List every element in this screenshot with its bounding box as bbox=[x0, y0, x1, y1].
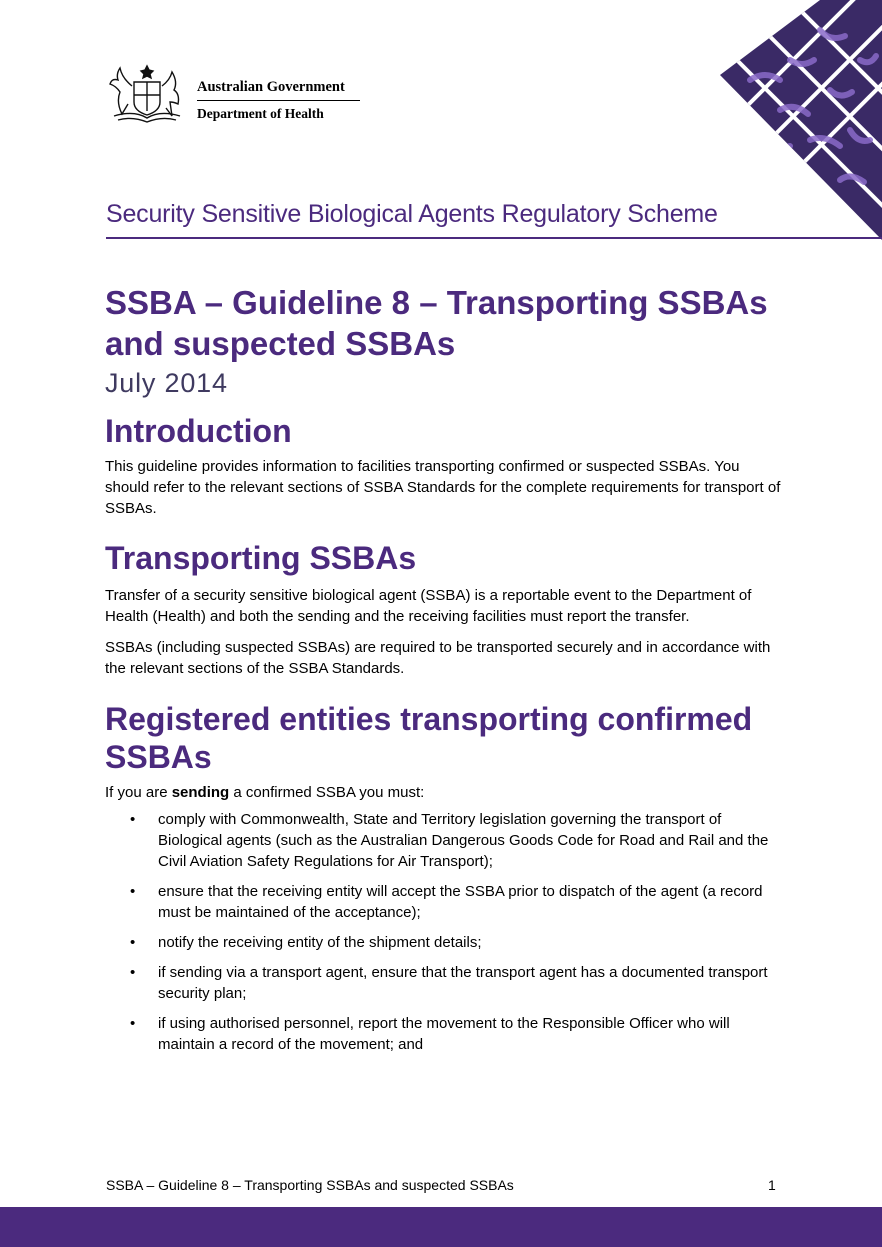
bullet-icon: • bbox=[130, 811, 136, 828]
government-name: Australian Government bbox=[197, 79, 345, 95]
page-number: 1 bbox=[768, 1177, 776, 1193]
footer-band bbox=[0, 1207, 882, 1247]
list-item bbox=[105, 881, 785, 923]
bullet-icon: • bbox=[130, 883, 136, 900]
introduction-paragraph: This guideline provides information to facilities transporting confirmed or suspected SSBAs. You should refer to the relevant sections of SSBA Standards for the complete requirements for transport of SSBAs. bbox=[105, 458, 781, 517]
section-heading-transporting: Transporting SSBAs bbox=[105, 540, 417, 576]
bullet-icon: • bbox=[130, 1015, 136, 1032]
department-name: Department of Health bbox=[197, 106, 324, 121]
section-heading-registered-entities: Registered entities transporting confirmed SSBAs bbox=[105, 701, 753, 775]
transporting-paragraph-2: SSBAs (including suspected SSBAs) are required to be transported securely and in accordance with the relevant sections of the SSBA Standards. bbox=[105, 639, 771, 677]
document-title: SSBA – Guideline 8 – Transporting SSBAs and suspected SSBAs bbox=[105, 284, 768, 362]
list-item-text: comply with Commonwealth, State and Territory legislation governing the transport of Biological agents (such as the Australian Dangerous Goods Code for Road and Rail and the Civil Aviation Safety Regulations for Air Transport); bbox=[158, 811, 769, 870]
list-item bbox=[105, 932, 785, 953]
scheme-divider bbox=[106, 237, 882, 239]
lead-text-emphasis: sending bbox=[171, 784, 230, 801]
government-logo bbox=[104, 62, 374, 126]
transporting-paragraph-1: Transfer of a security sensitive biological agent (SSBA) is a reportable event to the Department of Health (Health) and both the sending and the receiving facilities must report the transfer. bbox=[105, 587, 752, 625]
scheme-title: Security Sensitive Biological Agents Regulatory Scheme bbox=[106, 200, 718, 228]
document-date: July 2014 bbox=[105, 368, 228, 398]
logo-divider bbox=[197, 100, 360, 101]
lead-text-end: a confirmed SSBA you must: bbox=[229, 784, 425, 801]
bullet-icon: • bbox=[130, 964, 136, 981]
decorative-microscopy-tiles bbox=[720, 0, 882, 240]
list-item-text: if using authorised personnel, report the movement to the Responsible Officer who will maintain a record of the movement; and bbox=[158, 1015, 730, 1053]
requirements-list bbox=[105, 809, 785, 1055]
list-item bbox=[105, 1013, 785, 1055]
registered-lead-paragraph bbox=[105, 782, 785, 803]
coat-of-arms-icon bbox=[104, 62, 190, 126]
list-item-text: if sending via a transport agent, ensure that the transport agent has a documented transport security plan; bbox=[158, 964, 768, 1002]
list-item-text: ensure that the receiving entity will accept the SSBA prior to dispatch of the agent (a record must be maintained of the acceptance); bbox=[158, 883, 763, 921]
list-item bbox=[105, 809, 785, 872]
lead-text-start: If you are bbox=[105, 784, 172, 801]
bullet-icon: • bbox=[130, 934, 136, 951]
document-body bbox=[105, 282, 785, 1064]
list-item-text: notify the receiving entity of the shipment details; bbox=[158, 934, 482, 951]
section-heading-introduction: Introduction bbox=[105, 413, 292, 449]
list-item bbox=[105, 962, 785, 1004]
footer-document-title: SSBA – Guideline 8 – Transporting SSBAs and suspected SSBAs bbox=[106, 1177, 514, 1193]
